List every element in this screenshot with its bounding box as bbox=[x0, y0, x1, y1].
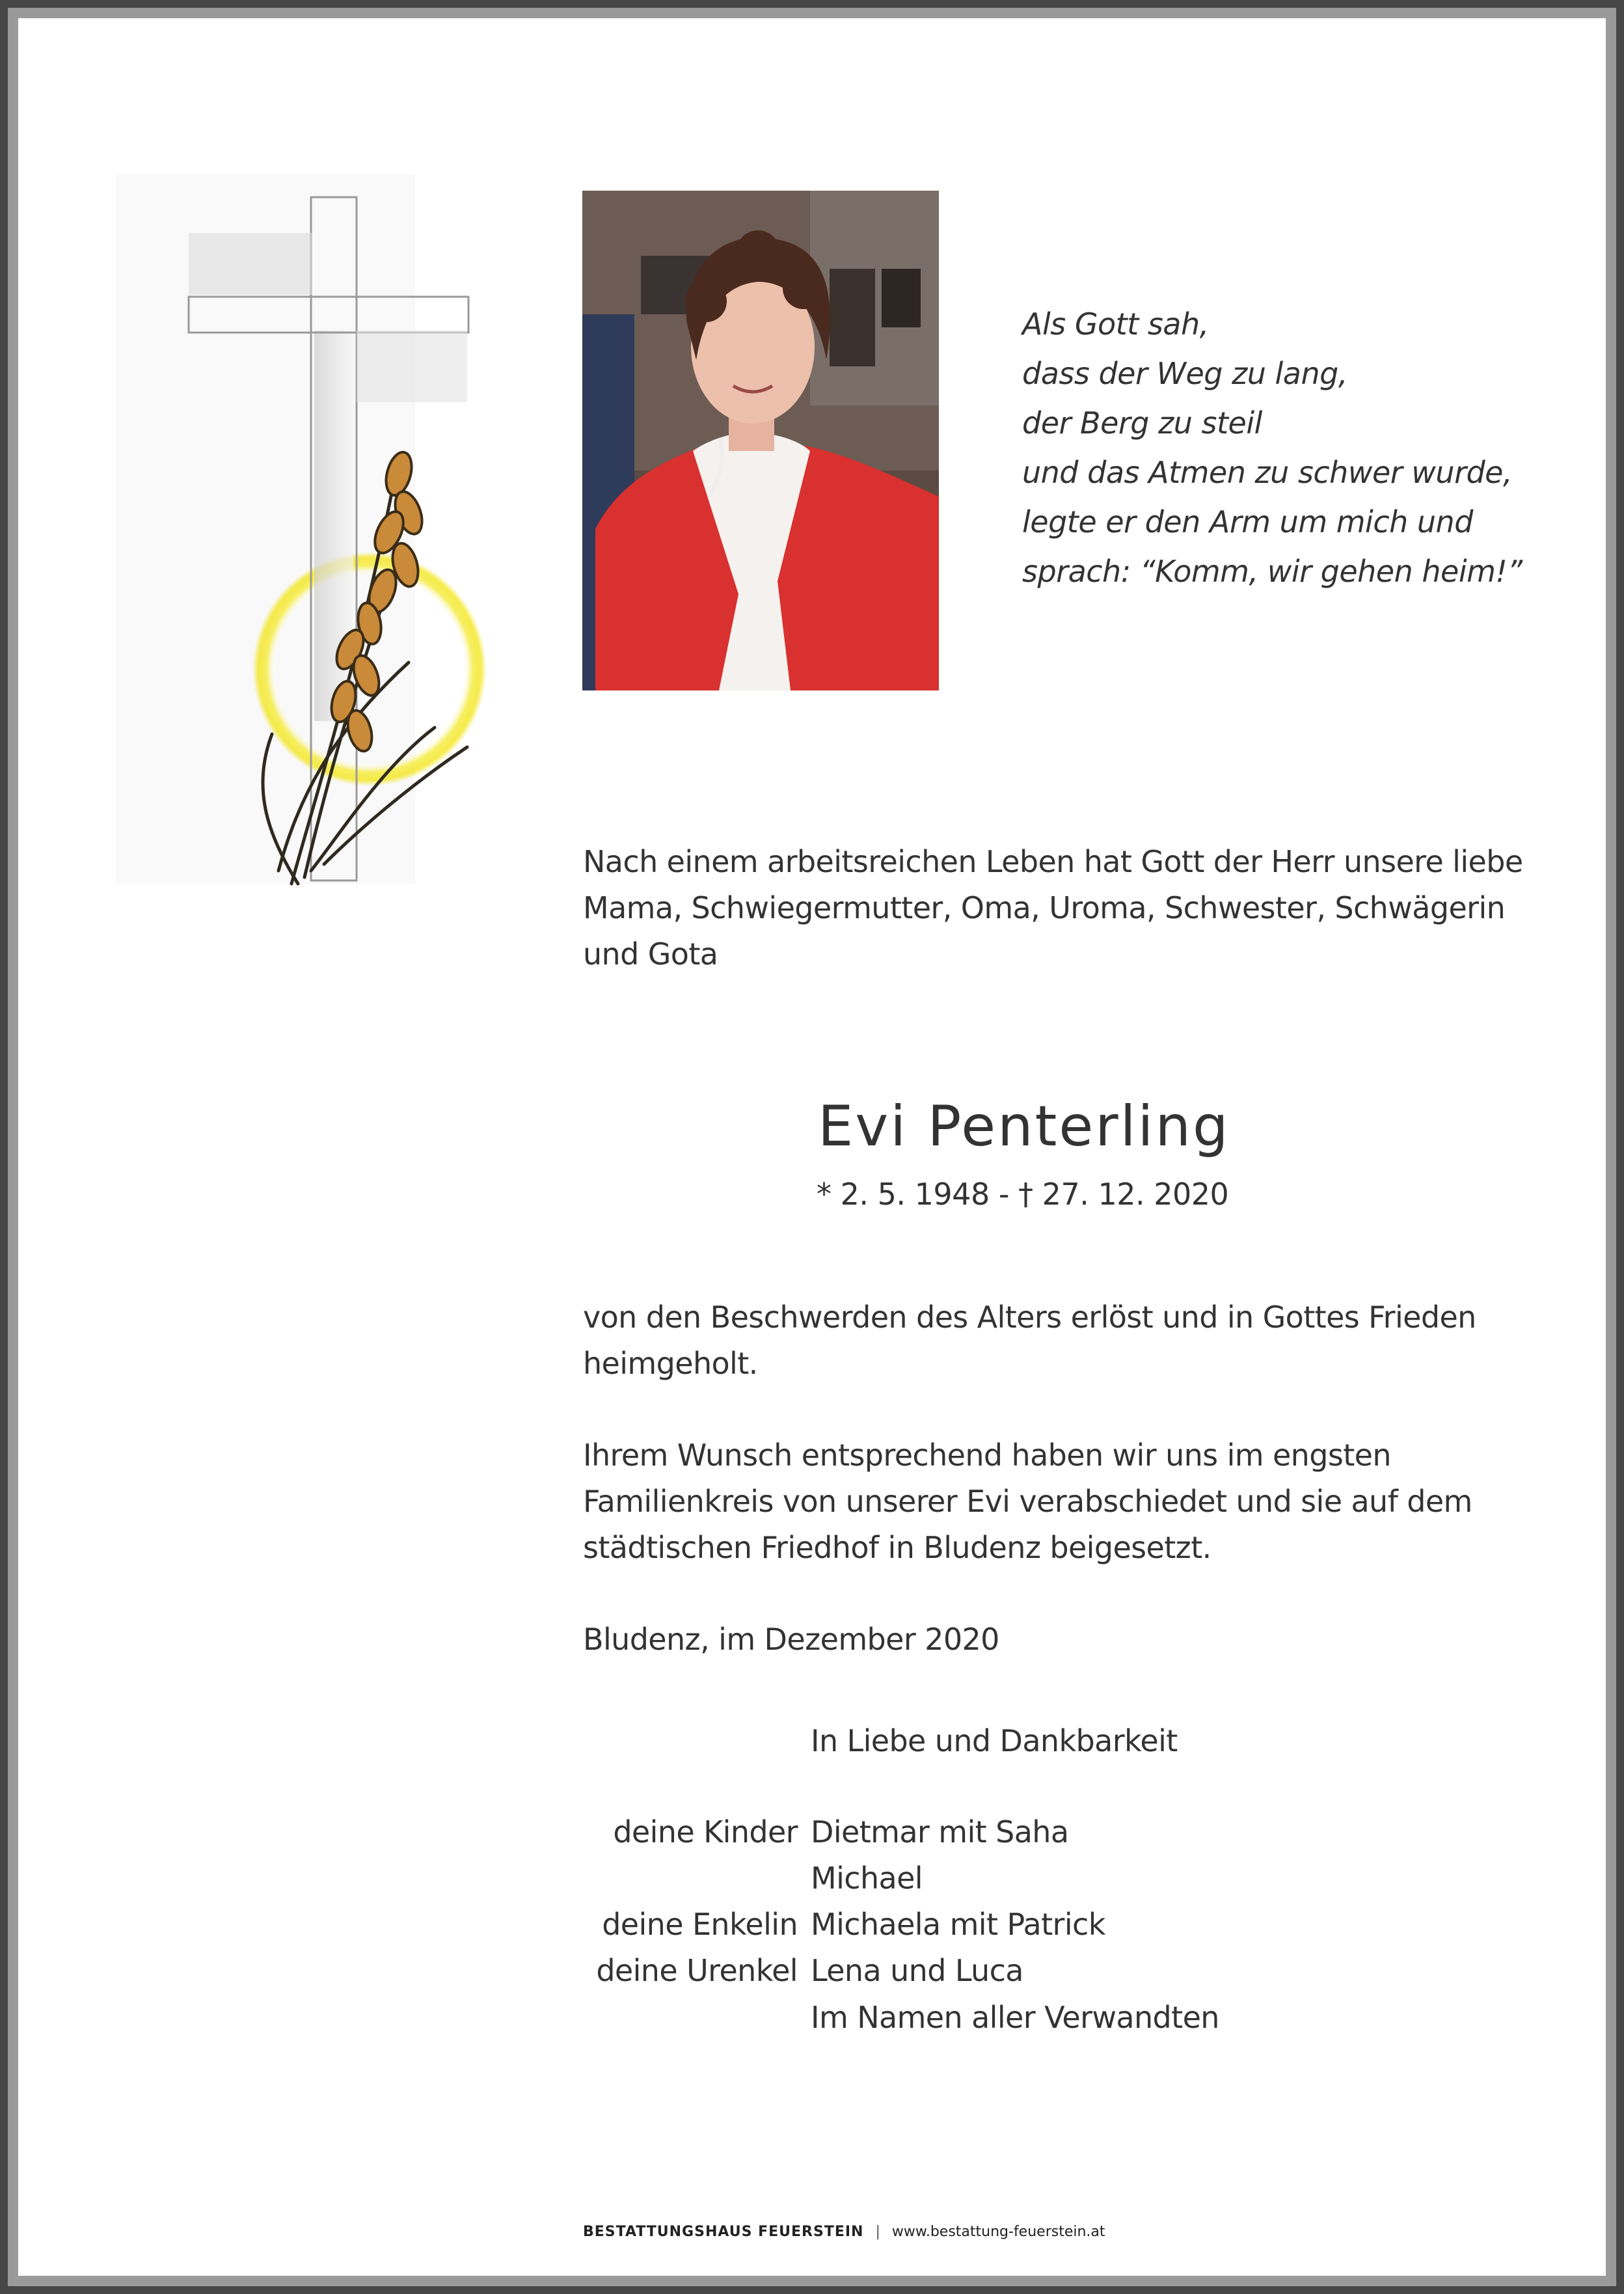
funeral-home-name: BESTATTUNGSHAUS FEUERSTEIN bbox=[583, 2224, 864, 2240]
family-role: deine Enkelin bbox=[602, 1907, 798, 1942]
footer-url[interactable]: www.bestattung-feuerstein.at bbox=[891, 2224, 1105, 2240]
body-paragraph-2 bbox=[583, 1432, 1472, 1571]
body-paragraph-1 bbox=[583, 1294, 1476, 1387]
place-date-text: Bludenz, im Dezember 2020 bbox=[583, 1622, 999, 1657]
closing-signoff: Im Namen aller Verwandten bbox=[811, 2000, 1219, 2035]
family-row bbox=[583, 1907, 1234, 1953]
poem bbox=[1022, 299, 1522, 596]
text-line: Ihrem Wunsch entsprechend haben wir uns im engsten bbox=[583, 1438, 1391, 1473]
deceased-name: Evi Penterling bbox=[818, 1094, 1230, 1159]
footer-separator: | bbox=[875, 2224, 880, 2240]
intro-paragraph bbox=[583, 839, 1523, 977]
text-line: von den Beschwerden des Alters erlöst und in Gottes Frieden bbox=[583, 1300, 1476, 1335]
poem-line: legte er den Arm um mich und bbox=[1022, 504, 1473, 539]
poem-line: dass der Weg zu lang, bbox=[1022, 356, 1347, 391]
text-line: und Gota bbox=[583, 936, 718, 972]
text-line: Mama, Schwiegermutter, Oma, Uroma, Schwester, Schwägerin bbox=[583, 890, 1506, 925]
family-names: Michaela mit Patrick bbox=[811, 1907, 1105, 1942]
family-role: deine Urenkel bbox=[596, 1953, 798, 1988]
poem-line: der Berg zu steil bbox=[1022, 405, 1262, 441]
family-row bbox=[583, 1861, 1234, 1907]
family-names: Lena und Luca bbox=[811, 1953, 1023, 1988]
text-line: städtischen Friedhof in Bludenz beigesetzt. bbox=[583, 1530, 1211, 1565]
cross-wheat-illustration bbox=[18, 18, 565, 916]
family-list bbox=[583, 1814, 1234, 1999]
poem-line: sprach: “Komm, wir gehen heim!” bbox=[1022, 554, 1522, 589]
family-names: Michael bbox=[811, 1861, 923, 1896]
text-line: Nach einem arbeitsreichen Leben hat Gott der Herr unsere liebe bbox=[583, 844, 1523, 879]
family-names: Dietmar mit Saha bbox=[811, 1814, 1069, 1850]
family-row bbox=[583, 1953, 1234, 1999]
obituary-page bbox=[18, 18, 1606, 2276]
poem-line: Als Gott sah, bbox=[1022, 307, 1209, 342]
family-row bbox=[583, 1814, 1234, 1861]
closing-greeting: In Liebe und Dankbarkeit bbox=[811, 1723, 1178, 1758]
family-role: deine Kinder bbox=[613, 1814, 798, 1850]
portrait-photo bbox=[582, 191, 939, 690]
place-date bbox=[583, 1617, 999, 1663]
life-dates: * 2. 5. 1948 - † 27. 12. 2020 bbox=[817, 1177, 1229, 1212]
footer bbox=[583, 2224, 1105, 2240]
text-line: heimgeholt. bbox=[583, 1346, 758, 1381]
poem-line: und das Atmen zu schwer wurde, bbox=[1022, 455, 1513, 490]
text-line: Familienkreis von unserer Evi verabschiedet und sie auf dem bbox=[583, 1484, 1472, 1519]
